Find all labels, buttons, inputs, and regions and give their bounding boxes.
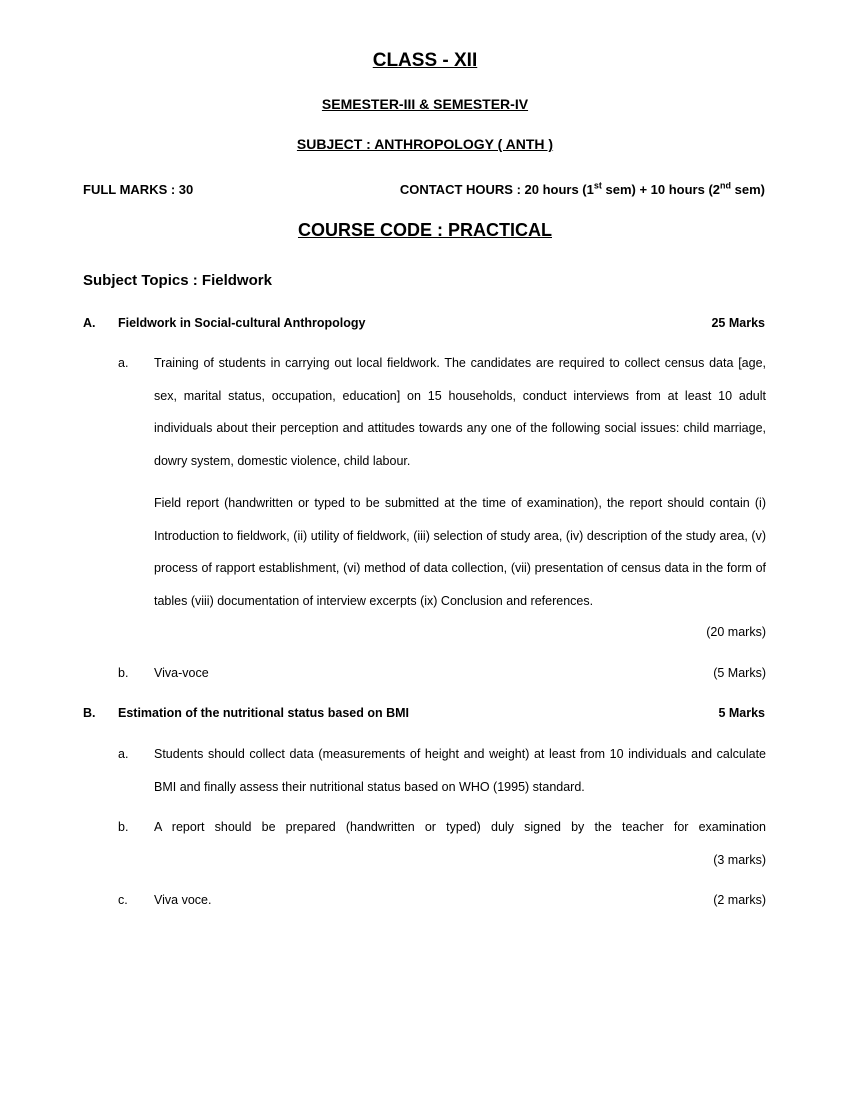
section-marks: 5 Marks	[718, 706, 765, 720]
item-text: Students should collect data (measurements of height and weight) at least from 10 individuals and calculate BMI and finally assess their nutritional status based on WHO (1995) standard.	[154, 747, 766, 794]
course-code-title: COURSE CODE : PRACTICAL	[297, 220, 552, 240]
subject-topics: Subject Topics : Fieldwork	[83, 272, 272, 289]
item-marks: (3 marks)	[713, 853, 766, 867]
item-text: Viva voce.	[154, 893, 212, 907]
contact-hours	[400, 182, 765, 197]
contact-hours-text-2: sem) + 10 hours (2	[601, 182, 721, 197]
item-marks: (2 marks)	[713, 893, 766, 907]
item-letter: b.	[118, 666, 129, 680]
item-text: Viva-voce	[154, 666, 209, 680]
class-title: CLASS - XII	[372, 50, 478, 71]
subject-title: SUBJECT : ANTHROPOLOGY ( ANTH )	[296, 136, 554, 152]
section-title: Estimation of the nutritional status based on BMI	[118, 706, 409, 720]
item-paragraph-2: Field report (handwritten or typed to be submitted at the time of examination), the report should contain (i) Introduction to fieldwork, (ii) utility of fieldwork, (iii) selection of study area, (iv) description of the study area, (v) process of rapport establishment, (vi) method of data collection, (vii) presentation of census data in the form of tables (viii) documentation of interview excerpts (ix) Conclusion and references.	[154, 496, 766, 608]
section-letter: B.	[83, 706, 96, 720]
item-paragraph-1: Training of students in carrying out local fieldwork. The candidates are required to collect census data [age, sex, marital status, occupation, education] on 15 households, conduct interviews from at least 10 adult individuals about their perception and attitudes towards any one of the following social issues: child marriage, dowry system, domestic violence, child labour.	[154, 356, 766, 468]
section-title: Fieldwork in Social-cultural Anthropology	[118, 316, 366, 330]
item-marks: (20 marks)	[706, 625, 766, 639]
item-marks: (5 Marks)	[713, 666, 766, 680]
item-letter: b.	[118, 820, 129, 834]
contact-hours-sup-1: st	[593, 180, 602, 191]
item-letter: a.	[118, 747, 129, 761]
contact-hours-text-1: CONTACT HOURS : 20 hours (1	[399, 182, 594, 197]
item-letter: a.	[118, 356, 129, 370]
contact-hours-text-3: sem)	[731, 182, 765, 197]
contact-hours-sup-2: nd	[720, 180, 732, 191]
section-letter: A.	[83, 316, 96, 330]
item-letter: c.	[118, 893, 128, 907]
item-text: A report should be prepared (handwritten or typed) duly signed by the teacher for examination	[154, 820, 766, 834]
semester-title: SEMESTER-III & SEMESTER-IV	[321, 96, 529, 112]
section-marks: 25 Marks	[711, 316, 765, 330]
full-marks: FULL MARKS : 30	[83, 182, 194, 197]
